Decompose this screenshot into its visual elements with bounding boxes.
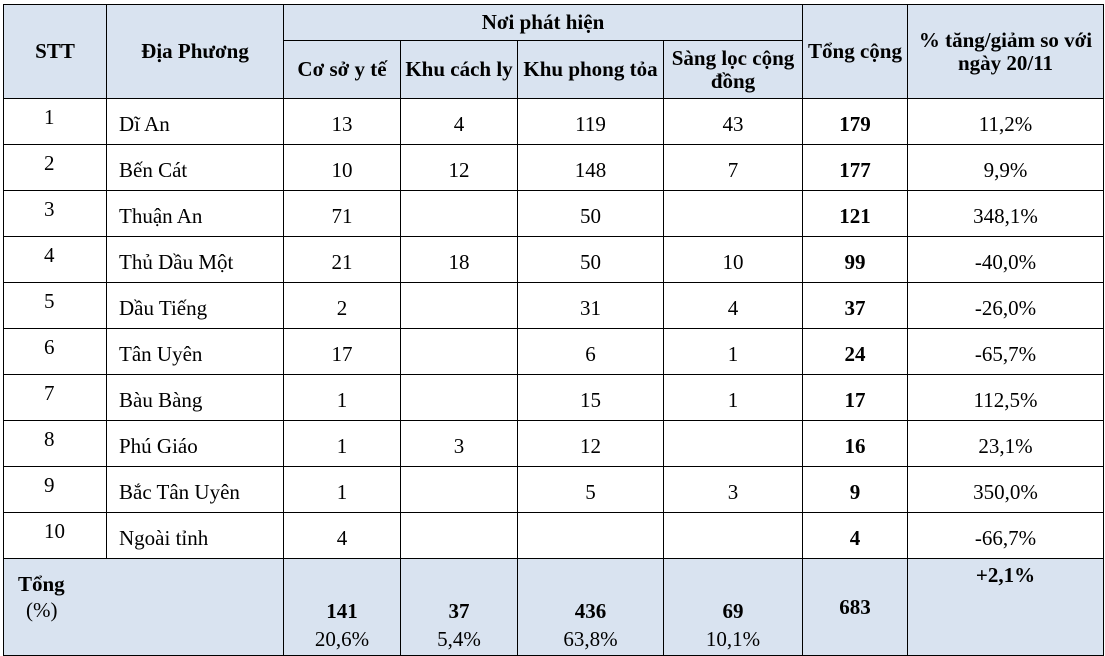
- total-value: 436: [574, 599, 607, 623]
- header-lockdown-area: Khu phong tỏa: [518, 41, 664, 99]
- row-total: 121: [803, 191, 908, 237]
- row-community-screening: 43: [664, 99, 803, 145]
- row-quarantine-area: 3: [401, 421, 518, 467]
- row-community-screening: 3: [664, 467, 803, 513]
- row-quarantine-area: 18: [401, 237, 518, 283]
- row-lockdown-area: [518, 513, 664, 559]
- row-community-screening: 4: [664, 283, 803, 329]
- row-total: 4: [803, 513, 908, 559]
- row-quarantine-area: [401, 283, 518, 329]
- table-row: [4, 421, 1104, 467]
- table-row: [4, 467, 1104, 513]
- row-health-facility: 2: [284, 283, 401, 329]
- row-health-facility: 10: [284, 145, 401, 191]
- row-location: Bến Cát: [107, 145, 284, 191]
- row-location: Dầu Tiếng: [107, 283, 284, 329]
- total-percent-label: (%): [26, 598, 58, 622]
- table-row: [4, 191, 1104, 237]
- row-community-screening: [664, 513, 803, 559]
- row-change: 350,0%: [908, 467, 1104, 513]
- row-location: Bàu Bàng: [107, 375, 284, 421]
- row-change: -26,0%: [908, 283, 1104, 329]
- row-stt: 4: [4, 237, 107, 283]
- row-quarantine-area: [401, 467, 518, 513]
- row-health-facility: 71: [284, 191, 401, 237]
- row-lockdown-area: 6: [518, 329, 664, 375]
- row-total: 24: [803, 329, 908, 375]
- row-quarantine-area: [401, 329, 518, 375]
- row-health-facility: 1: [284, 421, 401, 467]
- row-community-screening: 1: [664, 329, 803, 375]
- row-change: -65,7%: [908, 329, 1104, 375]
- row-total: 177: [803, 145, 908, 191]
- row-stt: 2: [4, 145, 107, 191]
- row-community-screening: [664, 191, 803, 237]
- row-lockdown-area: 5: [518, 467, 664, 513]
- total-percent: 63,8%: [563, 627, 618, 651]
- header-community-screening: Sàng lọc cộng đồng: [664, 41, 803, 99]
- row-total: 99: [803, 237, 908, 283]
- row-location: Ngoài tỉnh: [107, 513, 284, 559]
- row-community-screening: 1: [664, 375, 803, 421]
- row-quarantine-area: 4: [401, 99, 518, 145]
- row-change: 11,2%: [908, 99, 1104, 145]
- row-lockdown-area: 15: [518, 375, 664, 421]
- row-health-facility: 13: [284, 99, 401, 145]
- row-lockdown-area: 50: [518, 191, 664, 237]
- row-lockdown-area: 50: [518, 237, 664, 283]
- table-row: [4, 237, 1104, 283]
- table-row: [4, 513, 1104, 559]
- row-stt: 9: [4, 467, 107, 513]
- row-stt: 7: [4, 375, 107, 421]
- row-location: Phú Giáo: [107, 421, 284, 467]
- covid-cases-table: [3, 4, 1104, 656]
- row-health-facility: 17: [284, 329, 401, 375]
- row-community-screening: [664, 421, 803, 467]
- row-stt: 6: [4, 329, 107, 375]
- total-percent: 5,4%: [437, 627, 481, 651]
- table-row: [4, 329, 1104, 375]
- row-health-facility: 4: [284, 513, 401, 559]
- row-stt: 8: [4, 421, 107, 467]
- row-change: 23,1%: [908, 421, 1104, 467]
- row-location: Tân Uyên: [107, 329, 284, 375]
- header-quarantine-area: Khu cách ly: [401, 41, 518, 99]
- total-percent: 10,1%: [705, 627, 761, 651]
- row-lockdown-area: 12: [518, 421, 664, 467]
- table-row: [4, 145, 1104, 191]
- row-quarantine-area: [401, 375, 518, 421]
- total-value: 141: [326, 599, 358, 623]
- table-row: [4, 375, 1104, 421]
- row-total: 37: [803, 283, 908, 329]
- row-location: Dĩ An: [107, 99, 284, 145]
- row-stt: 3: [4, 191, 107, 237]
- row-community-screening: 7: [664, 145, 803, 191]
- row-lockdown-area: 31: [518, 283, 664, 329]
- row-change: -66,7%: [908, 513, 1104, 559]
- row-change: 112,5%: [908, 375, 1104, 421]
- header-total: Tổng cộng: [803, 5, 908, 99]
- total-value: 69: [722, 599, 744, 623]
- grand-total: 683: [803, 559, 908, 656]
- row-stt: 1: [4, 99, 107, 145]
- row-quarantine-area: 12: [401, 145, 518, 191]
- total-label-cell: [4, 559, 284, 656]
- row-location: Thủ Dầu Một: [107, 237, 284, 283]
- total-lockdown-area: [518, 559, 664, 656]
- row-quarantine-area: [401, 191, 518, 237]
- row-quarantine-area: [401, 513, 518, 559]
- row-change: 348,1%: [908, 191, 1104, 237]
- row-total: 16: [803, 421, 908, 467]
- total-value: 37: [448, 599, 470, 623]
- row-location: Thuận An: [107, 191, 284, 237]
- total-community-screening: [664, 559, 803, 656]
- row-health-facility: 1: [284, 375, 401, 421]
- row-total: 179: [803, 99, 908, 145]
- total-health-facility: [284, 559, 401, 656]
- header-stt: STT: [4, 5, 107, 99]
- row-total: 9: [803, 467, 908, 513]
- total-row: [4, 559, 1104, 656]
- header-health-facility: Cơ sở y tế: [284, 41, 401, 99]
- row-change: 9,9%: [908, 145, 1104, 191]
- table-row: [4, 99, 1104, 145]
- row-change: -40,0%: [908, 237, 1104, 283]
- row-lockdown-area: 148: [518, 145, 664, 191]
- row-health-facility: 1: [284, 467, 401, 513]
- row-lockdown-area: 119: [518, 99, 664, 145]
- grand-total-change: +2,1%: [908, 559, 1104, 656]
- row-community-screening: 10: [664, 237, 803, 283]
- row-health-facility: 21: [284, 237, 401, 283]
- row-location: Bắc Tân Uyên: [107, 467, 284, 513]
- header-location: Địa Phương: [107, 5, 284, 99]
- header-change: % tăng/giảm so với ngày 20/11: [908, 5, 1104, 99]
- row-total: 17: [803, 375, 908, 421]
- total-quarantine-area: [401, 559, 518, 656]
- row-stt: 5: [4, 283, 107, 329]
- header-detection-place: Nơi phát hiện: [284, 5, 803, 41]
- total-label: Tổng: [18, 572, 65, 596]
- total-percent: 20,6%: [314, 627, 370, 651]
- row-stt: 10: [4, 513, 107, 559]
- table-row: [4, 283, 1104, 329]
